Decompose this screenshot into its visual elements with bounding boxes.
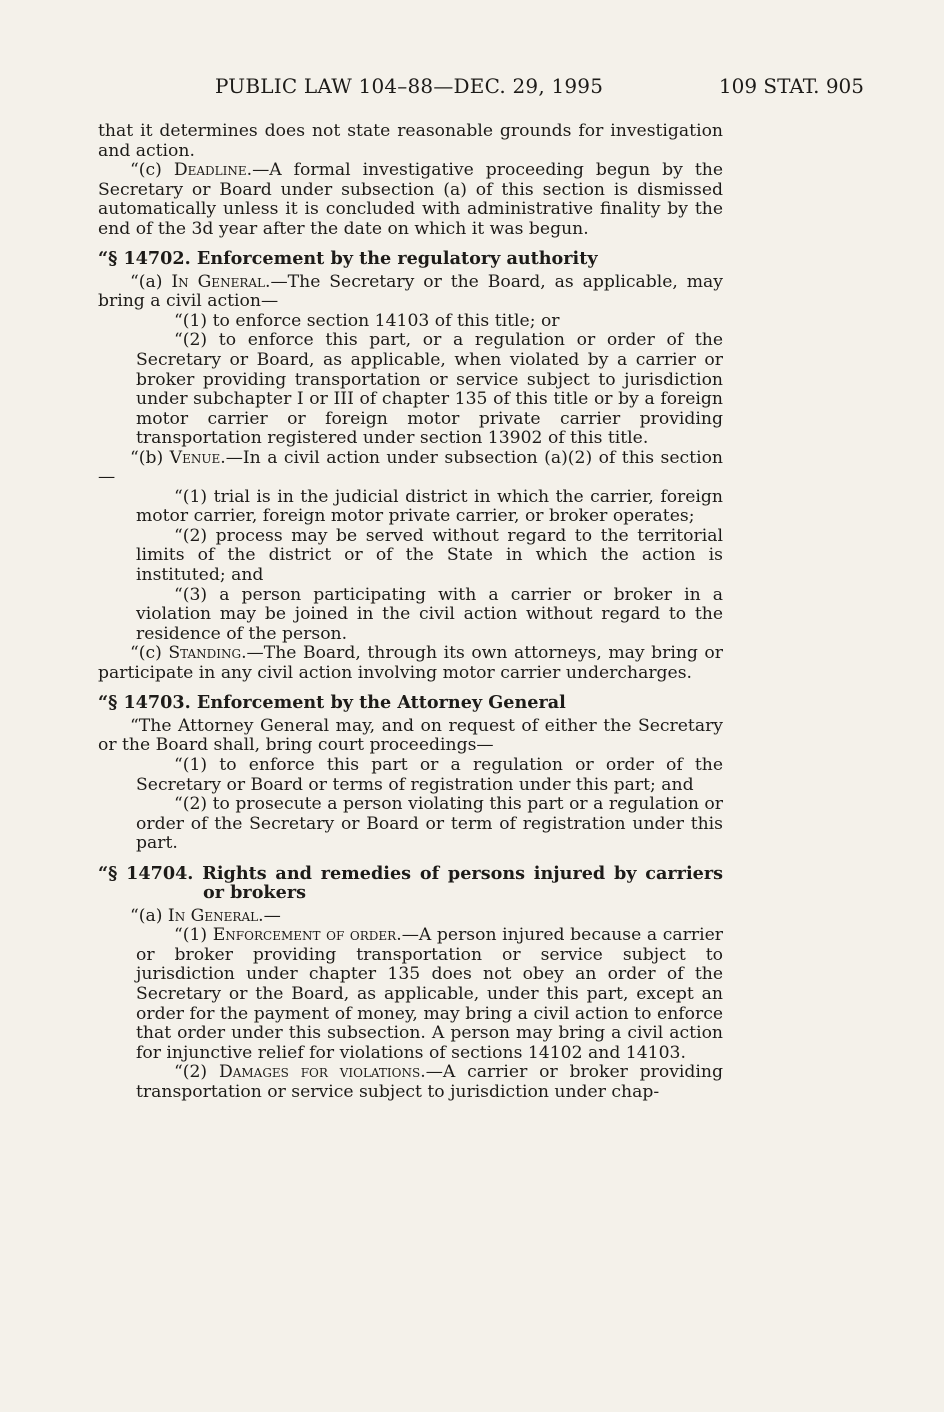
subsection-heading: Venue. [169,447,226,468]
subsection-heading: Standing. [168,643,247,664]
paragraph-a1: “(1) to enforce section 14103 of this title; or [174,310,560,331]
subsection-heading: In General. [167,905,264,926]
paragraph-a-in-general: “(a) In General.—The Secretary or the Board, as applicable, may bring a civil action— [98,271,723,312]
paragraph-heading: Damages for violations. [218,1062,426,1083]
paragraph-block-b [98,488,723,644]
header-page-number: 109 STAT. 905 [718,74,864,98]
paragraph-block-a [98,312,723,449]
paragraph-c-standing: “(c) Standing.—The Board, through its own attorneys, may bring or participate in any civil action involving motor carrier undercharges. [98,643,723,683]
section-heading-14702: “§ 14702. Enforcement by the regulatory authority [98,248,598,270]
section-heading-14704: “§ 14704. Rights and remedies of persons injured by carriers or brokers [98,862,723,904]
paragraph-deadline: “(c) Deadline.—A formal investigative proceeding begun by the Secretary or Board under subsection (a) of this section is dismissed automatically unless it is concluded with administrative finality by the end of the 3d year after the date on which it was begun. [98,160,723,239]
paragraph-ra-in-general: “(a) In General.— [130,905,281,926]
paragraph-r1: “(1) Enforcement of order.—A person injured because a carrier or broker providing transportation or service subject to jurisdiction under chapter 135 does not obey an order of the Secretary or the Board, as applicable, under this part, except an order for the payment of money, may bring a civil action to enforce that order under this subsection. A person may bring a civil action for injunctive relief for violations of sections 14102 and 14103. [136,925,723,1063]
paragraph-block-ra [98,926,723,1102]
subsection-heading: Deadline. [173,160,253,181]
header-title: PUBLIC LAW 104–88—DEC. 29, 1995 [215,74,604,98]
paragraph-block-ag [98,756,723,854]
paragraph-continuation: that it determines does not state reasonable grounds for investigation and action. [98,121,723,161]
paragraph-ag1: “(1) to enforce this part or a regulation or order of the Secretary or Board or terms of registration under this part; and [136,754,723,795]
body-text [98,122,723,1102]
paragraph-b2: “(2) process may be served without regard to the territorial limits of the district or of the State in which the action is instituted; and [136,525,723,586]
paragraph-b1: “(1) trial is in the judicial district in which the carrier, foreign motor carrier, foreign motor private carrier, or broker operates; [136,486,723,527]
paragraph-r2: “(2) Damages for violations.—A carrier or broker providing transportation or service subject to jurisdiction under chap- [136,1062,723,1102]
subsection-heading: In General. [171,271,271,292]
paragraph-attorney-general: “The Attorney General may, and on request of either the Secretary or the Board shall, bring court proceedings— [98,715,723,756]
running-header [0,74,944,104]
paragraph-b3: “(3) a person participating with a carrier or broker in a violation may be joined in the civil action without regard to the residence of the person. [136,584,723,644]
paragraph-heading: Enforcement of order. [212,925,402,946]
paragraph-ag2: “(2) to prosecute a person violating this part or a regulation or order of the Secretary or Board or term of registration under this part. [136,794,723,854]
paragraph-a2: “(2) to enforce this part, or a regulation or order of the Secretary or Board, as applicable, when violated by a carrier or broker providing transportation or service subject to jurisdiction under subchapter I or III of chapter 135 of this title or by a foreign motor carrier or foreign motor private carrier providing transportation registered under section 13902 of this title. [136,330,723,449]
paragraph-b-venue: “(b) Venue.—In a civil action under subsection (a)(2) of this section— [98,447,723,488]
section-heading-14703: “§ 14703. Enforcement by the Attorney General [98,692,566,714]
